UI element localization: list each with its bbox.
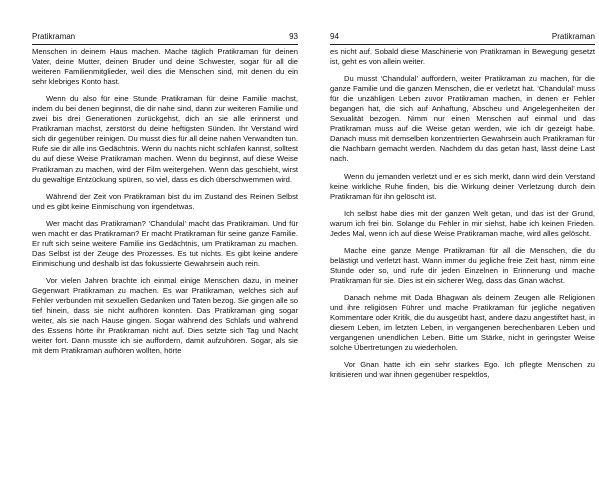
paragraph: Ich selbst habe dies mit der ganzen Welt getan, und das ist der Grund, warum ich frei bin. Solange du Fehler in mir siehst, habe ich keinen Frieden. Jedes Mal, wenn ich auf diese Weise Pratikraman mache, wird alles gelöscht. — [330, 208, 595, 238]
paragraph: Vor Gnan hatte ich ein sehr starkes Ego. Ich pflegte Menschen zu kritisieren und war ihnen gegenüber respektlos, — [330, 360, 595, 380]
paragraph: Menschen in deinem Haus machen. Mache täglich Pratikraman für deinen Vater, deine Mutter, deinen Bruder und deine Schwester, sogar für all die weiteren Familienmitglieder, weil dies die Menschen sind, mit denen du ein sehr klebriges Konto hast. — [32, 47, 298, 87]
page-body — [330, 47, 595, 387]
running-title: Pratikraman — [32, 32, 76, 41]
page-header — [32, 32, 298, 45]
paragraph: Wenn du also für eine Stunde Pratikraman für deine Familie machst, indem du bei denen beginnst, die dir nahe sind, dann zur weiteren Familie und zwei bis drei Generationen zurückgehst, dich an sie alle erinnerst und Pratikraman machst, zerstörst du deine heftigsten Sünden. Ihr Verstand wird sich dir gegenüber reinigen. Du musst dies für all deine nahen Verwandten tun. Rufe sie dir alle ins Gedächtnis. Wenn du nachts nicht schlafen kannst, solltest du auf diese Weise Pratikraman machen. Wenn du beginnst, auf diese Weise Pratikraman zu machen, wird der Film weitergehen. Wenn das geschieht, wirst du gewaltige Entzückung spüren, so viel, dass es dich überschwemmen wird. — [32, 94, 298, 184]
paragraph: Während der Zeit von Pratikraman bist du im Zustand des Reinen Selbst und es gibt keine Einmischung von irgendetwas. — [32, 191, 298, 211]
paragraph: Vor vielen Jahren brachte ich einmal einige Menschen dazu, in meiner Gegenwart Pratikraman zu machen. Es war Pratikraman, welches sich auf Fehler verbunden mit sexuellen Gedanken und Taten bezog. Sie gingen alle so tief hinein, dass sie nicht aufhören konnten. Das Pratikraman ging sogar weiter, als sie nach Hause gingen. Sogar während des Schlafs und während des Essens hörte ihr Pratikraman nicht auf. Dies setzte sich Tag und Nacht weiter fort. Dann musste ich sie auffordern, damit aufzuhören. Sogar, als sie mit dem Pratikraman aufhören wollten, hörte — [32, 275, 298, 356]
page-body — [32, 47, 298, 363]
paragraph: es nicht auf. Sobald diese Maschinerie von Pratikraman in Bewegung gesetzt ist, geht es von allein weiter. — [330, 47, 595, 67]
right-page — [330, 0, 595, 484]
left-page — [32, 0, 298, 484]
paragraph: Mache eine ganze Menge Pratikraman für all die Menschen, die du belästigt und verletzt hast. Wann immer du jegliche freie Zeit hast, nimm eine Stunde oder so, und rufe dir jeden Einzelnen in Erinnerung und mache Pratikraman für sie. Dies ist ein sicherer Weg, dass das Gnan wächst. — [330, 245, 595, 285]
paragraph: Wenn du jemanden verletzt und er es sich merkt, dann wird dein Verstand keine wirkliche Ruhe finden, bis die Wirkung deiner Verletzung durch dein Pratikraman für ihn gelöscht ist. — [330, 171, 595, 201]
page-number: 93 — [289, 32, 298, 41]
paragraph: Danach nehme mit Dada Bhagwan als deinem Zeugen alle Religionen und ihre religiösen Führer und mache Pratikraman für jegliche negativen Kommentare oder Kritik, die du ausgeübt hast, andere dazu angestiftet hast, in diesem Leben, im letzten Leben, in vergangenen berechenbaren Leben und vergangenen unendlichen Leben. Bitte um Stärke, nicht in geringster Weise solche Übertretungen zu wiederholen. — [330, 292, 595, 353]
page-header — [330, 32, 595, 45]
running-title: Pratikraman — [551, 32, 595, 41]
paragraph: Wer macht das Pratikraman? ‘Chandulal’ macht das Pratikraman. Und für wen macht er das Pratikraman? Er macht Pratikraman für seine ganze Familie. Er ruft sich seine weitere Familie ins Gedächtnis, um Pratikraman zu machen. Das Selbst ist der Zeuge des Prozesses. Es tut nichts. Es gibt keine andere Einmischung und deshalb ist das fokussierte Gewahrsein auch rein. — [32, 218, 298, 268]
page-number: 94 — [330, 32, 339, 41]
paragraph: Du musst ‘Chandulal’ auffordern, weiter Pratikraman zu machen, für die ganze Familie und die ganzen Menschen, die er verletzt hat. ‘Chandulal’ muss für die unzähligen Leben zuvor Pratikraman machen, in denen er Fehler begangen hat, die sich auf Anhaftung, Abscheu und Angelegenheiten der Sexualität bezogen. Nimm nur einen Menschen auf einmal und das Pratikraman muss auf die Weise getan werden, wie ich dir gezeigt habe. Danach muss mit demselben konzentrierten Gewahrsein auch Pratikraman für die Nachbarn gemacht werden. Nachdem du das getan hast, lässt deine Last nach. — [330, 74, 595, 164]
